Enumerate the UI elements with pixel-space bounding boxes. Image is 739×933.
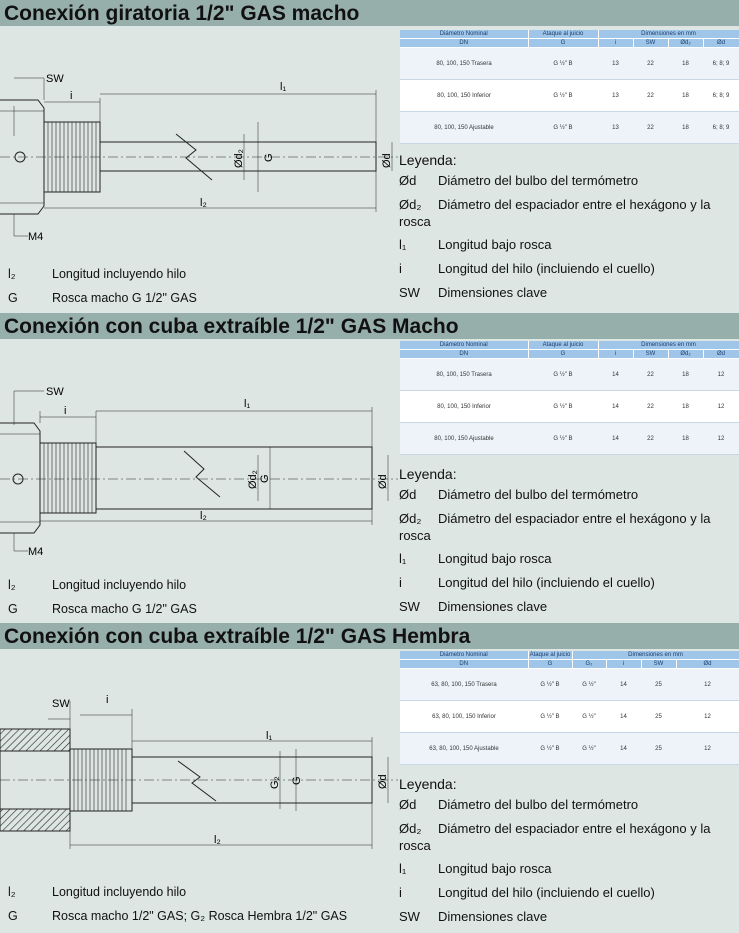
legend-symbol: Ød₂ — [399, 197, 422, 212]
legend-symbol: SW — [399, 285, 420, 300]
legend-symbol: l₂ — [8, 885, 16, 899]
column-header: SW — [641, 660, 676, 669]
dimension-table — [400, 651, 739, 765]
label-i: i — [70, 90, 73, 102]
table-cell: 80, 100, 150 Ajustable — [400, 423, 528, 455]
table-cell: G ½" B — [528, 112, 598, 144]
legend-symbol: G — [8, 602, 18, 616]
column-header: SW — [633, 350, 668, 359]
section-1 — [0, 0, 739, 313]
table-cell: 6; 8; 9 — [703, 48, 739, 80]
legend-symbol: SW — [399, 909, 420, 924]
legend-symbol: Ød₂ — [399, 511, 422, 526]
label-g: G — [259, 474, 271, 483]
column-header: DN — [400, 350, 528, 359]
column-header: G₂ — [572, 660, 606, 669]
legend-title: Leyenda: — [399, 776, 457, 792]
legend-text: Dimensiones clave — [438, 285, 548, 300]
column-header: i — [606, 660, 641, 669]
column-header: G — [528, 660, 572, 669]
table-cell: 14 — [598, 423, 633, 455]
label-i: i — [64, 405, 67, 417]
group-header: Dimensiones en mm — [598, 30, 739, 39]
technical-drawing — [0, 26, 398, 276]
legend — [399, 462, 729, 622]
label-sw: SW — [46, 386, 64, 398]
legend-text: Longitud bajo rosca — [438, 861, 552, 876]
table-row — [400, 48, 739, 80]
legend-symbol: i — [399, 261, 402, 276]
legend-text: Longitud del hilo (incluiendo el cuello) — [438, 261, 655, 276]
table-cell: 14 — [606, 701, 641, 733]
table-cell: 14 — [606, 733, 641, 765]
legend-text: Longitud bajo rosca — [438, 551, 552, 566]
legend — [399, 148, 729, 308]
column-header: Ød — [703, 39, 739, 48]
table-cell: 22 — [633, 112, 668, 144]
table-cell: 13 — [598, 80, 633, 112]
table-cell: 80, 100, 150 Inferior — [400, 80, 528, 112]
table-cell: 18 — [668, 112, 703, 144]
group-header: Diámetro Nominal — [400, 30, 528, 39]
table-cell: 18 — [668, 80, 703, 112]
table-row — [400, 423, 739, 455]
group-header: Dimensiones en mm — [572, 651, 739, 660]
table-cell: 13 — [598, 112, 633, 144]
label-i: i — [106, 694, 109, 706]
left-legend — [8, 880, 347, 928]
table-cell: 12 — [676, 669, 739, 701]
table-cell: 22 — [633, 423, 668, 455]
group-header: Dimensiones en mm — [598, 341, 739, 350]
legend-text: Dimensiones clave — [438, 599, 548, 614]
table-cell: 14 — [598, 391, 633, 423]
group-header: Diámetro Nominal — [400, 651, 528, 660]
table-cell: 22 — [633, 80, 668, 112]
table-cell: 13 — [598, 48, 633, 80]
label-l1: l₁ — [266, 730, 273, 742]
table-row — [400, 701, 739, 733]
technical-drawing — [0, 339, 398, 589]
table-cell: 12 — [703, 359, 739, 391]
label-d: Ød — [381, 153, 393, 168]
table-cell: 12 — [676, 733, 739, 765]
table-cell: G ½" B — [528, 391, 598, 423]
section-title: Conexión con cuba extraíble 1/2" GAS Hembra — [0, 623, 739, 649]
legend-text: Diámetro del bulbo del termómetro — [438, 487, 639, 502]
table-cell: 6; 8; 9 — [703, 80, 739, 112]
legend-text: Longitud del hilo (incluiendo el cuello) — [438, 575, 655, 590]
table-row — [400, 359, 739, 391]
table-cell: G ½" — [572, 669, 606, 701]
column-header: G — [528, 350, 598, 359]
legend-symbol: l₁ — [399, 551, 407, 566]
section-3 — [0, 623, 739, 933]
dimension-table — [400, 341, 739, 455]
table-cell: 18 — [668, 359, 703, 391]
table-cell: G ½" — [572, 733, 606, 765]
table-cell: G ½" — [572, 701, 606, 733]
legend — [399, 772, 729, 932]
table-cell: 6; 8; 9 — [703, 112, 739, 144]
table-cell: 12 — [703, 423, 739, 455]
legend-text: Diámetro del espaciador entre el hexágono y la rosca — [399, 197, 711, 229]
column-header: Ød — [703, 350, 739, 359]
label-m4: M4 — [28, 546, 44, 558]
table-cell: 18 — [668, 48, 703, 80]
table-cell: G ½" B — [528, 701, 572, 733]
column-header: SW — [633, 39, 668, 48]
dimension-table — [400, 30, 739, 144]
legend-title: Leyenda: — [399, 466, 457, 482]
table-row — [400, 669, 739, 701]
column-header: Ød₂ — [668, 39, 703, 48]
legend-symbol: l₂ — [8, 578, 16, 592]
group-header: Ataque al juicio — [529, 652, 571, 658]
table-cell: 80, 100, 150 Inferior — [400, 391, 528, 423]
section-title: Conexión giratoria 1/2" GAS macho — [0, 0, 739, 26]
legend-text: Diámetro del espaciador entre el hexágono y la rosca — [399, 821, 711, 853]
table-cell: 22 — [633, 48, 668, 80]
label-sw: SW — [52, 698, 70, 710]
legend-text: Dimensiones clave — [438, 909, 548, 924]
left-legend — [8, 573, 197, 621]
table-cell: 80, 100, 150 Trasera — [400, 48, 528, 80]
table-cell: 63, 80, 100, 150 Inferior — [400, 701, 528, 733]
table-cell: 22 — [633, 391, 668, 423]
legend-text: Diámetro del espaciador entre el hexágono y la rosca — [399, 511, 711, 543]
label-m4: M4 — [28, 231, 44, 243]
legend-symbol: i — [399, 885, 402, 900]
column-header: G — [528, 39, 598, 48]
section-title: Conexión con cuba extraíble 1/2" GAS Macho — [0, 313, 739, 339]
label-l2: l₂ — [214, 834, 221, 846]
legend-text: Longitud bajo rosca — [438, 237, 552, 252]
label-g: G — [291, 776, 303, 785]
label-l2: l₂ — [200, 197, 207, 209]
table-cell: 25 — [641, 669, 676, 701]
legend-text: Rosca macho G 1/2" GAS — [52, 291, 197, 305]
legend-text: Longitud incluyendo hilo — [52, 267, 187, 281]
legend-symbol: l₂ — [8, 267, 16, 281]
column-header: Ød₂ — [668, 350, 703, 359]
left-legend — [8, 262, 197, 310]
section-2 — [0, 313, 739, 623]
group-header: Ataque al juicio — [528, 341, 598, 350]
legend-symbol: Ød — [399, 487, 417, 502]
technical-drawing — [0, 649, 398, 899]
legend-symbol: Ød — [399, 173, 417, 188]
legend-text: Longitud incluyendo hilo — [52, 885, 187, 899]
label-l1: l₁ — [244, 398, 251, 410]
table-cell: G ½" B — [528, 48, 598, 80]
column-header: i — [598, 350, 633, 359]
table-cell: 63, 80, 100, 150 Ajustable — [400, 733, 528, 765]
table-cell: 18 — [668, 423, 703, 455]
group-header: Diámetro Nominal — [400, 341, 528, 350]
legend-symbol: SW — [399, 599, 420, 614]
table-cell: G ½" B — [528, 80, 598, 112]
column-header: DN — [400, 660, 528, 669]
column-header: Ød — [676, 660, 739, 669]
table-cell: G ½" B — [528, 423, 598, 455]
legend-text: Longitud incluyendo hilo — [52, 578, 187, 592]
table-cell: 12 — [676, 701, 739, 733]
table-cell: G ½" B — [528, 669, 572, 701]
legend-symbol: i — [399, 575, 402, 590]
table-cell: 22 — [633, 359, 668, 391]
table-cell: G ½" B — [528, 733, 572, 765]
table-cell: 14 — [606, 669, 641, 701]
table-row — [400, 391, 739, 423]
table-cell: 18 — [668, 391, 703, 423]
table-row — [400, 80, 739, 112]
label-d2: Ød₂ — [233, 149, 245, 168]
table-cell: 63, 80, 100, 150 Trasera — [400, 669, 528, 701]
table-row — [400, 733, 739, 765]
legend-text: Diámetro del bulbo del termómetro — [438, 797, 639, 812]
label-d2: Ød₂ — [247, 470, 259, 489]
legend-text: Rosca macho 1/2" GAS; G₂ Rosca Hembra 1/2" GAS — [52, 909, 348, 923]
table-cell: G ½" B — [528, 359, 598, 391]
table-cell: 12 — [703, 391, 739, 423]
label-sw: SW — [46, 73, 64, 85]
column-header: i — [598, 39, 633, 48]
label-g: G — [263, 153, 275, 162]
legend-text: Diámetro del bulbo del termómetro — [438, 173, 639, 188]
legend-symbol: Ød — [399, 797, 417, 812]
legend-symbol: l₁ — [399, 861, 407, 876]
table-cell: 14 — [598, 359, 633, 391]
label-l2: l₂ — [200, 510, 207, 522]
legend-symbol: l₁ — [399, 237, 407, 252]
legend-text: Rosca macho G 1/2" GAS — [52, 602, 197, 616]
table-cell: 25 — [641, 701, 676, 733]
legend-text: Longitud del hilo (incluiendo el cuello) — [438, 885, 655, 900]
label-d: Ød — [377, 774, 389, 789]
label-d: Ød — [377, 474, 389, 489]
label-l1: l₁ — [280, 81, 287, 93]
table-cell: 80, 100, 150 Ajustable — [400, 112, 528, 144]
table-row — [400, 112, 739, 144]
legend-symbol: Ød₂ — [399, 821, 422, 836]
legend-symbol: G — [8, 909, 18, 923]
table-cell: 80, 100, 150 Trasera — [400, 359, 528, 391]
table-cell: 25 — [641, 733, 676, 765]
label-g2: G₂ — [269, 776, 281, 789]
column-header: DN — [400, 39, 528, 48]
group-header: Ataque al juicio — [528, 30, 598, 39]
legend-symbol: G — [8, 291, 18, 305]
legend-title: Leyenda: — [399, 152, 457, 168]
